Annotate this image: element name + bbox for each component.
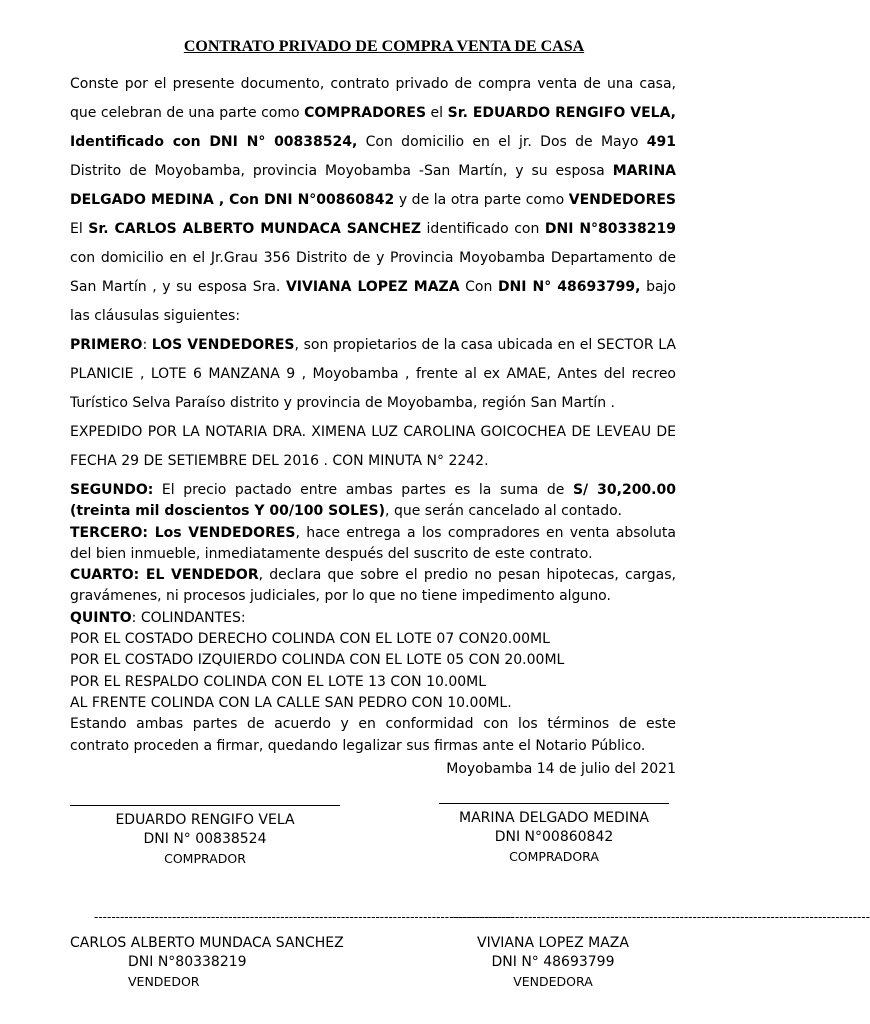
intro-text-2: el bbox=[426, 105, 448, 121]
compradores-label: COMPRADORES bbox=[304, 105, 427, 121]
boundary-line: AL FRENTE COLINDA CON LA CALLE SAN PEDRO CON 10.00ML. bbox=[70, 694, 512, 711]
clause-primero bbox=[70, 331, 676, 418]
signature-dash-line: ------------------------------------------------------------------------------------------------- bbox=[450, 910, 870, 924]
signature-block-buyer-eduardo bbox=[70, 805, 340, 868]
seller-viviana-dni: DNI N° 48693799, bbox=[497, 279, 641, 295]
buyer-eduardo: Sr. EDUARDO RENGIFO VELA, Identificado con DNI N° 00838524, bbox=[70, 105, 677, 150]
intro-text-1: Conste por el presente documento, contrato privado de compra venta de una casa, que celebran de una parte como bbox=[70, 76, 676, 121]
signing-date: Moyobamba 14 de julio del 2021 bbox=[446, 760, 676, 777]
intro-text-10: bajo las cláusulas siguientes: bbox=[70, 279, 676, 324]
boundary-line: POR EL RESPALDO COLINDA CON EL LOTE 13 CON 10.00ML bbox=[70, 673, 487, 690]
intro-text-8: con domicilio en el Jr.Grau 356 Distrito de y Provincia Moyobamba Departamento de San Martín , y su esposa Sra. bbox=[70, 250, 676, 295]
segundo-text-1: El precio pactado entre ambas partes es la suma de bbox=[153, 482, 573, 498]
intro-text-5: y de la otra parte como bbox=[394, 192, 569, 208]
primero-text-1: : bbox=[142, 337, 152, 353]
seller-carlos: Sr. CARLOS ALBERTO MUNDACA SANCHEZ bbox=[88, 221, 422, 237]
clause-tercero bbox=[70, 523, 676, 566]
contract-body bbox=[70, 70, 676, 780]
signer-role: COMPRADOR bbox=[164, 851, 246, 866]
address-number: 491 bbox=[646, 134, 677, 150]
signer-dni: DNI N° 00838524 bbox=[143, 831, 267, 847]
signature-line bbox=[70, 805, 340, 806]
segundo-text-2: , que serán cancelado al contado. bbox=[385, 503, 622, 520]
closing-paragraph: Estando ambas partes de acuerdo y en conformidad con los términos de este contrato proceden a firmar, quedando legalizar sus firmas ante el Notario Público. bbox=[70, 716, 676, 754]
seller-carlos-dni: DNI N°80338219 bbox=[544, 221, 676, 237]
signature-block-seller-carlos bbox=[70, 910, 515, 991]
primero-label: PRIMERO bbox=[70, 337, 143, 353]
signer-name: VIVIANA LOPEZ MAZA bbox=[477, 935, 629, 951]
signer-role: VENDEDOR bbox=[128, 974, 200, 989]
intro-text-9: Con bbox=[459, 279, 498, 295]
signer-name: CARLOS ALBERTO MUNDACA SANCHEZ bbox=[70, 935, 344, 951]
intro-paragraph bbox=[70, 70, 676, 331]
quinto-text: : COLINDANTES: bbox=[131, 609, 246, 626]
signature-block-buyer-marina bbox=[439, 803, 669, 866]
buyer-marina: MARINA DELGADO MEDINA , Con DNI N°00860842 bbox=[70, 163, 676, 208]
cuarto-label: CUARTO: EL VENDEDOR bbox=[70, 567, 259, 584]
signature-dash-line: ------------------------------------------------------------------------------------------------- bbox=[94, 910, 515, 924]
intro-text-3: Con domicilio en el jr. Dos de Mayo bbox=[357, 134, 647, 150]
intro-text-4: Distrito de Moyobamba, provincia Moyobamba -San Martín, y su esposa bbox=[70, 163, 613, 179]
tercero-text: , hace entrega a los compradores en venta absoluta del bien inmueble, inmediatamente después del suscrito de este contrato. bbox=[70, 524, 676, 562]
intro-text-7: identificado con bbox=[421, 221, 545, 237]
quinto-label: QUINTO bbox=[70, 609, 132, 626]
cuarto-text: , declara que sobre el predio no pesan hipotecas, cargas, gravámenes, ni procesos judiciales, por lo que no tiene impedimento alguno. bbox=[70, 567, 676, 605]
signer-role: COMPRADORA bbox=[509, 849, 599, 864]
primero-vendedores: LOS VENDEDORES bbox=[151, 337, 295, 353]
tercero-label: TERCERO: Los VENDEDORES bbox=[70, 524, 296, 541]
seller-viviana: VIVIANA LOPEZ MAZA bbox=[285, 279, 460, 295]
signature-block-seller-viviana bbox=[430, 910, 870, 991]
signer-dni: DNI N°00860842 bbox=[494, 829, 614, 845]
clause-cuarto bbox=[70, 565, 676, 608]
boundary-line: POR EL COSTADO DERECHO COLINDA CON EL LOTE 07 CON20.00ML bbox=[70, 631, 550, 648]
clause-segundo bbox=[70, 480, 676, 523]
signer-role: VENDEDORA bbox=[513, 974, 593, 989]
vendedores-label: VENDEDORES bbox=[568, 192, 676, 208]
signer-dni: DNI N° 48693799 bbox=[491, 954, 615, 970]
segundo-label: SEGUNDO: bbox=[70, 482, 154, 498]
primero-text-2: , son propietarios de la casa ubicada en el SECTOR LA PLANICIE , LOTE 6 MANZANA 9 , Moyobamba , frente al ex AMAE, Antes del recreo Turístico Selva Paraíso distrito y provincia de Moyobamba, región San Martín . bbox=[70, 337, 676, 411]
document-title: CONTRATO PRIVADO DE COMPRA VENTA DE CASA bbox=[183, 38, 585, 55]
price-amount: S/ 30,200.00 (treinta mil doscientos Y 00/100 SOLES) bbox=[70, 482, 676, 520]
signer-dni: DNI N°80338219 bbox=[128, 954, 247, 970]
expedido-paragraph: EXPEDIDO POR LA NOTARIA DRA. XIMENA LUZ CAROLINA GOICOCHEA DE LEVEAU DE FECHA 29 DE SETIEMBRE DEL 2016 . CON MINUTA N° 2242. bbox=[70, 424, 676, 469]
signature-line bbox=[439, 803, 669, 804]
clause-quinto bbox=[70, 608, 676, 629]
signer-name: MARINA DELGADO MEDINA bbox=[459, 810, 649, 826]
signer-name: EDUARDO RENGIFO VELA bbox=[115, 812, 295, 828]
boundary-line: POR EL COSTADO IZQUIERDO COLINDA CON EL LOTE 05 CON 20.00ML bbox=[70, 652, 565, 669]
intro-text-6: El bbox=[70, 221, 89, 237]
